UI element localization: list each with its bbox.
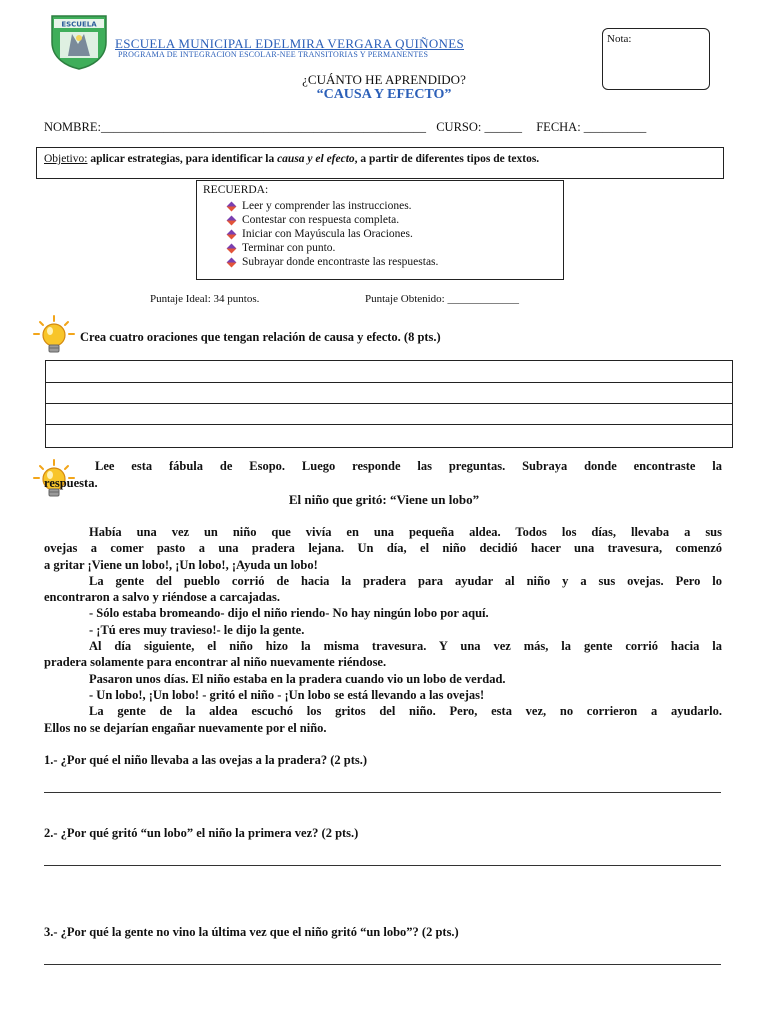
bullet-icon [227,215,237,225]
list-item [228,255,438,269]
school-logo [48,12,110,70]
list-item-label: Terminar con punto. [242,242,336,254]
list-item-label: Iniciar con Mayúscula las Oraciones. [242,228,413,240]
story-line: Pasaron unos días. El niño estaba en la pradera cuando vio un lobo de verdad. [89,671,506,686]
objective-part-c: , a partir de diferentes tipos de textos. [354,153,540,165]
objective-emphasis: causa y el efecto [277,153,355,165]
section2-instruction-line1: Lee esta fábula de Esopo. Luego responde las preguntas. Subraya donde encontraste la [95,459,722,473]
grade-label: Nota: [607,33,632,45]
story-line: Había una vez un niño que vivía en una pequeña aldea. Todos los días, llevaba a sus [89,525,722,539]
story-line: - Sólo estaba bromeando- dijo el niño riendo- No hay ningún lobo por aquí. [89,606,489,621]
page-title: “CAUSA Y EFECTO” [316,87,452,102]
objective-label: Objetivo: [44,153,88,165]
question-2: 2.- ¿Por qué gritó “un lobo” el niño la primera vez? (2 pts.) [44,826,359,840]
list-item [228,213,438,227]
answer-line-2[interactable] [44,865,721,866]
obtained-score[interactable]: Puntaje Obtenido: _____________ [365,293,519,305]
section1-instruction: Crea cuatro oraciones que tengan relación de causa y efecto. (8 pts.) [80,330,441,344]
list-item [228,199,438,213]
story-line: a gritar ¡Viene un lobo!, ¡Un lobo!, ¡Ayuda un lobo! [44,557,318,572]
answer-table [45,360,733,448]
story-line: La gente del pueblo corrió de hacia la pradera para ayudar al niño y a sus ovejas. Pero lo [89,573,722,588]
story-line: pradera solamente para encontrar al niño nuevamente riéndose. [44,655,387,670]
story-line: - ¡Tú eres muy travieso!- le dijo la gente. [89,622,305,637]
reminder-title: RECUERDA: [203,184,269,196]
story-line: La gente de la aldea escuchó los gritos del niño. Pero, esta vez, no corrieron a ayudarlo. [89,704,722,719]
date-field[interactable]: FECHA: __________ [536,120,647,134]
list-item [228,241,438,255]
list-item [228,227,438,241]
objective-part-a: aplicar estrategias, para identificar la [87,153,278,165]
school-name: ESCUELA MUNICIPAL EDELMIRA VERGARA QUIÑONES [115,36,464,51]
story-line: Al día siguiente, el niño hizo la misma travesura. Y una vez más, la gente corrió hacia la [89,639,722,654]
bullet-icon [227,229,237,239]
reminder-list [228,199,438,269]
answer-line-3[interactable] [44,964,721,965]
logo-text: ESCUELA [61,20,97,29]
section2-instruction-line2: respuesta. [44,476,98,490]
story-title: El niño que gritó: “Viene un lobo” [288,492,480,507]
story-line: ovejas a comer pasto a una pradera lejana. Un día, el niño decidió hacer una travesura, comenzó [44,541,722,556]
story-line: Ellos no se dejarían engañar nuevamente por el niño. [44,720,327,735]
course-field[interactable]: CURSO: ______ [436,120,522,134]
question-1: 1.- ¿Por qué el niño llevaba a las ovejas a la pradera? (2 pts.) [44,753,368,767]
story-line: encontraron a salvo y riéndose a carcajadas. [44,590,280,605]
objective-text [44,153,539,165]
story-text [44,524,722,736]
lightbulb-icon [32,314,76,358]
student-fields [44,120,646,135]
question-3: 3.- ¿Por qué la gente no vino la última vez que el niño gritó “un lobo”? (2 pts.) [44,925,459,939]
program-name: PROGRAMA DE INTEGRACION ESCOLAR-NEE TRANSITORIAS Y PERMANENTES [118,50,429,59]
bullet-icon [227,201,237,211]
ideal-score: Puntaje Ideal: 34 puntos. [150,293,260,305]
list-item-label: Leer y comprender las instrucciones. [242,200,412,212]
name-field[interactable]: NOMBRE:____________________________________________________ [44,120,426,134]
table-row[interactable] [46,424,732,425]
bullet-icon [227,257,237,267]
table-row[interactable] [46,382,732,383]
list-item-label: Contestar con respuesta completa. [242,214,400,226]
list-item-label: Subrayar donde encontraste las respuestas. [242,256,439,268]
quiz-subtitle: ¿CUÁNTO HE APRENDIDO? [302,72,466,87]
bullet-icon [227,243,237,253]
table-row[interactable] [46,403,732,404]
story-line: - Un lobo!, ¡Un lobo! - gritó el niño - ¡Un lobo se está llevando a las ovejas! [89,687,485,702]
answer-line-1[interactable] [44,792,721,793]
